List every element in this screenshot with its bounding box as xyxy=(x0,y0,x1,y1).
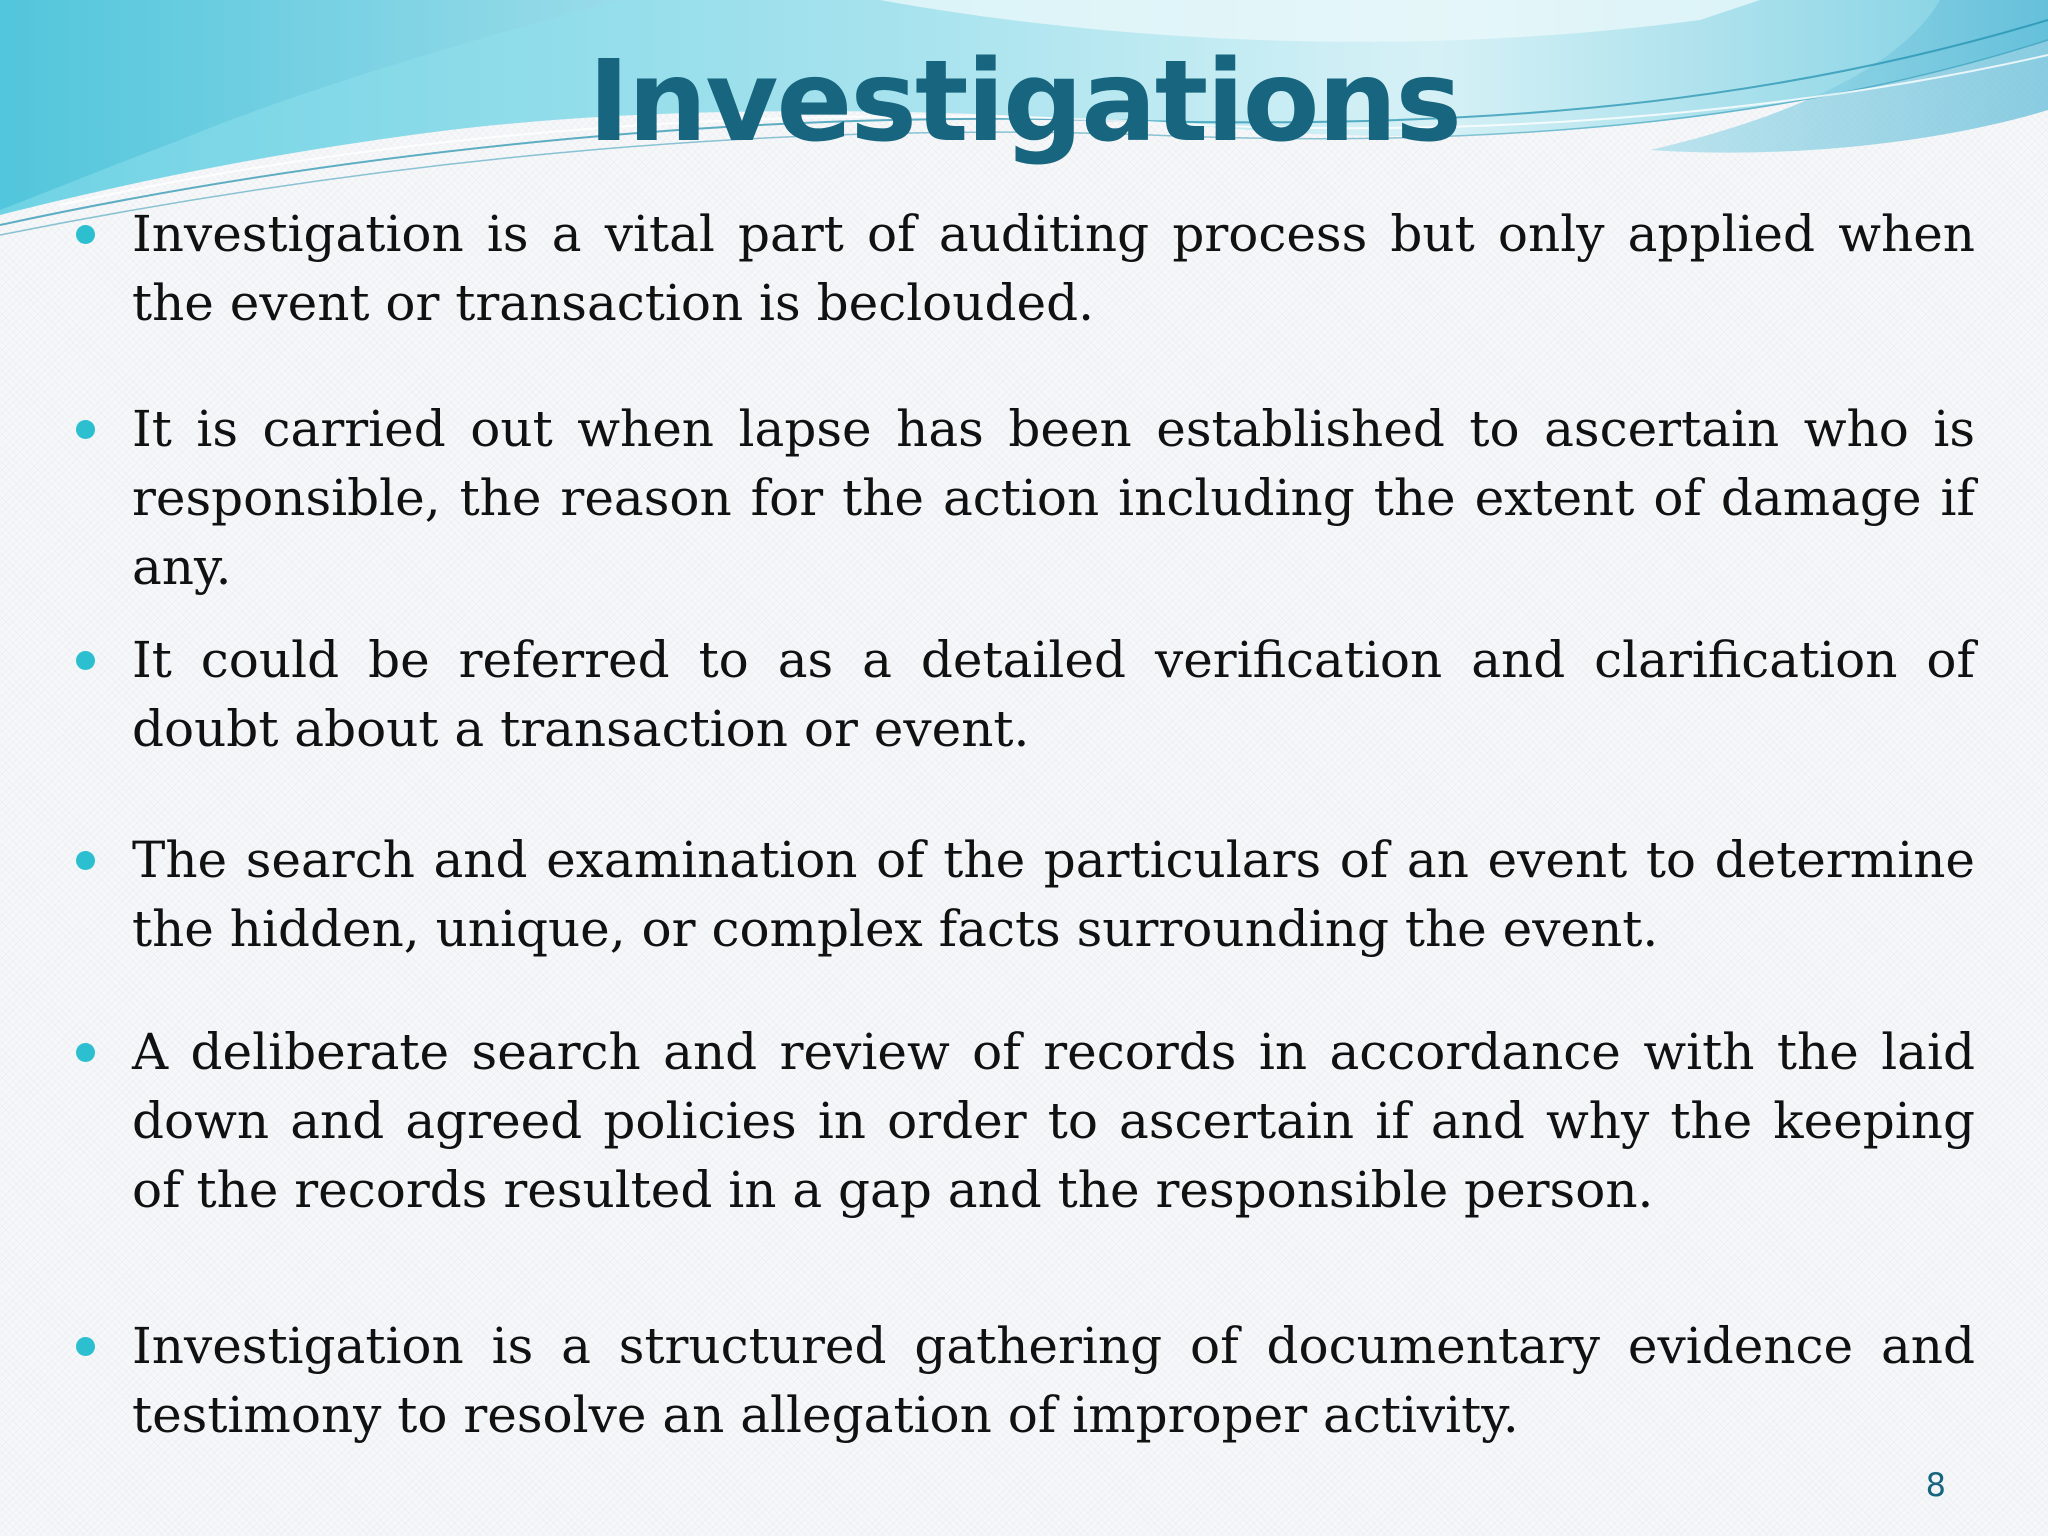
bullet-text: It could be referred to as a detailed verification and clarification of doubt about a transaction or event. xyxy=(132,631,1975,758)
bullet-text: Investigation is a vital part of auditing process but only applied when the event or transaction is beclouded. xyxy=(132,205,1975,332)
bullet-dot-icon xyxy=(76,851,95,870)
bullet-item xyxy=(132,1312,1975,1450)
bullet-dot-icon xyxy=(76,651,95,670)
bullet-text: A deliberate search and review of records in accordance with the laid down and agreed policies in order to ascertain if and why the keeping of the records resulted in a gap and the responsible person. xyxy=(132,1023,1975,1219)
bullet-dot-icon xyxy=(76,225,95,244)
bullet-item xyxy=(132,1018,1975,1225)
bullet-text: Investigation is a structured gathering of documentary evidence and testimony to resolve an allegation of improper activity. xyxy=(132,1317,1975,1444)
bullet-text: The search and examination of the particulars of an event to determine the hidden, unique, or complex facts surrounding the event. xyxy=(132,831,1975,958)
bullet-item xyxy=(132,826,1975,964)
bullet-dot-icon xyxy=(76,1337,95,1356)
bullet-item xyxy=(132,626,1975,764)
page-number: 8 xyxy=(1925,1466,1946,1504)
bullet-dot-icon xyxy=(76,420,95,439)
slide-title: Investigations xyxy=(588,37,1460,167)
bullet-item xyxy=(132,200,1975,338)
bullet-text: It is carried out when lapse has been established to ascertain who is responsible, the reason for the action including the extent of damage if any. xyxy=(132,400,1975,596)
bullet-dot-icon xyxy=(76,1043,95,1062)
bullet-item xyxy=(132,395,1975,602)
